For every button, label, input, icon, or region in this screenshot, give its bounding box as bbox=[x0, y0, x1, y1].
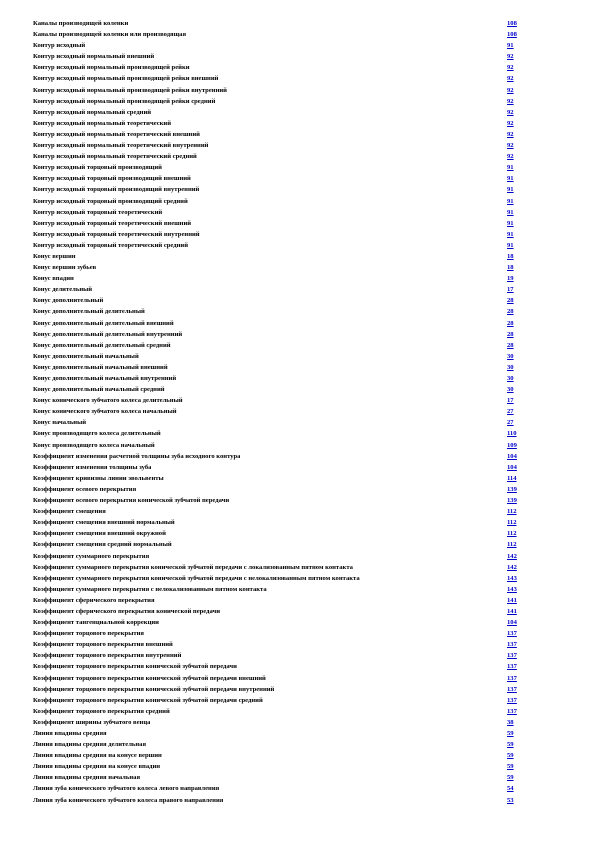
page-link[interactable]: 28 bbox=[507, 297, 514, 305]
page-link[interactable]: 30 bbox=[507, 375, 514, 382]
index-entry bbox=[33, 373, 529, 384]
page-link[interactable]: 112 bbox=[507, 530, 517, 538]
index-entry bbox=[33, 85, 529, 96]
index-entry bbox=[33, 318, 529, 329]
index-term: Коэффициент сферического перекрытия конической передачи bbox=[33, 607, 221, 615]
page-link[interactable]: 104 bbox=[507, 452, 517, 460]
index-entry bbox=[33, 661, 529, 672]
page-link[interactable]: 59 bbox=[507, 730, 514, 737]
index-entry bbox=[33, 73, 529, 84]
index-entry bbox=[33, 196, 529, 207]
index-term: Контур исходный торцовый теоретический bbox=[33, 208, 163, 216]
page-link[interactable]: 18 bbox=[507, 264, 514, 272]
index-term: Коэффициент торцового перекрытия конической зубчатой передачи внутренний bbox=[33, 685, 275, 693]
index-term: Контур исходный торцовый теоретический внутренний bbox=[33, 230, 200, 238]
page-link[interactable]: 142 bbox=[507, 563, 517, 571]
index-term: Коэффициент торцового перекрытия конической зубчатой передачи средний bbox=[33, 696, 263, 704]
index-entry bbox=[33, 761, 529, 772]
index-entry bbox=[33, 362, 529, 373]
index-term: Коэффициент кривизны линии эвольвенты bbox=[33, 474, 164, 482]
index-term: Коэффициент тангенциальной коррекции bbox=[33, 619, 159, 627]
index-entry bbox=[33, 207, 529, 218]
page-link[interactable]: 91 bbox=[507, 230, 514, 238]
index-term: Каналы производящей коленки или производящая bbox=[33, 31, 187, 39]
index-entry bbox=[33, 484, 529, 495]
page-link[interactable]: 104 bbox=[507, 463, 517, 471]
page-link[interactable]: 91 bbox=[507, 164, 514, 172]
index-entry bbox=[33, 107, 529, 118]
page-link[interactable]: 91 bbox=[507, 175, 514, 183]
index-term: Коэффициент осевого перекрытия bbox=[33, 485, 137, 493]
index-entry bbox=[33, 584, 529, 595]
index-term: Коэффициент торцового перекрытия конической зубчатой передачи внешний bbox=[33, 674, 266, 682]
index-entry bbox=[33, 739, 529, 750]
page-link[interactable]: 141 bbox=[507, 596, 517, 604]
index-term: Линия впадины средняя делительная bbox=[33, 741, 147, 749]
index-entry bbox=[33, 595, 529, 606]
page-link[interactable]: 59 bbox=[507, 774, 514, 782]
index-term: Контур исходный торцовый производящий внешний bbox=[33, 175, 191, 183]
page-link[interactable]: 112 bbox=[507, 519, 517, 527]
page-link[interactable]: 143 bbox=[507, 574, 517, 582]
index-entry bbox=[33, 717, 529, 728]
index-term: Конус конического зубчатого колеса начальный bbox=[33, 408, 177, 416]
page-link[interactable]: 108 bbox=[507, 20, 517, 27]
index-term: Коэффициент смещения bbox=[33, 508, 106, 516]
page-link[interactable]: 17 bbox=[507, 286, 514, 294]
index-term: Контур исходный торцовый производящий bbox=[33, 164, 162, 172]
index-entry bbox=[33, 295, 529, 306]
index-term: Коэффициент изменения расчетной толщины зуба исходного контура bbox=[33, 452, 241, 460]
index-term: Линия зуба конического зубчатого колеса правого направления bbox=[33, 796, 224, 804]
index-entry bbox=[33, 395, 529, 406]
page-link[interactable]: 92 bbox=[507, 86, 514, 94]
page-link[interactable]: 104 bbox=[507, 619, 517, 627]
index-term: Контур исходный нормальный производящей рейки внешний bbox=[33, 75, 219, 83]
index-entry bbox=[33, 262, 529, 273]
index-entry bbox=[33, 29, 529, 40]
index-entry bbox=[33, 628, 529, 639]
page-link[interactable]: 91 bbox=[507, 42, 514, 50]
index-entry bbox=[33, 406, 529, 417]
index-entry bbox=[33, 428, 529, 439]
page-link[interactable]: 91 bbox=[507, 241, 514, 249]
index-term: Коэффициент суммарного перекрытия конической зубчатой передачи с нелокализованным пятном контакта bbox=[33, 574, 360, 582]
page-link[interactable]: 137 bbox=[507, 630, 517, 638]
index-term: Коэффициент суммарного перекрытия bbox=[33, 552, 150, 560]
index-term: Контур исходный нормальный производящей рейки внутренний bbox=[33, 86, 227, 94]
index-term: Контур исходный нормальный теоретический внешний bbox=[33, 130, 200, 138]
index-entry bbox=[33, 440, 529, 451]
page-link[interactable]: 18 bbox=[507, 252, 514, 260]
index-entry bbox=[33, 273, 529, 284]
index-term: Коэффициент осевого перекрытия конической зубчатой передачи bbox=[33, 497, 230, 505]
index-entry bbox=[33, 639, 529, 650]
page-link[interactable]: 28 bbox=[507, 319, 514, 327]
index-term: Конус дополнительный делительный средний bbox=[33, 341, 171, 349]
index-entry bbox=[33, 473, 529, 484]
index-entry bbox=[33, 539, 529, 550]
index-entry bbox=[33, 551, 529, 562]
page-link[interactable]: 137 bbox=[507, 685, 517, 693]
page-link[interactable]: 59 bbox=[507, 752, 514, 760]
page-link[interactable]: 114 bbox=[507, 474, 517, 482]
index-entry bbox=[33, 706, 529, 717]
index-term: Контур исходный нормальный теоретический внутренний bbox=[33, 142, 209, 150]
page-link[interactable]: 30 bbox=[507, 352, 514, 360]
page-link[interactable]: 38 bbox=[507, 718, 514, 726]
index-term: Контур исходный торцовый теоретический средний bbox=[33, 241, 188, 249]
index-entry bbox=[33, 162, 529, 173]
index-entry bbox=[33, 351, 529, 362]
page-link[interactable]: 143 bbox=[507, 585, 517, 593]
index-term: Конус дополнительный делительный внутренний bbox=[33, 330, 183, 338]
term-index-list bbox=[33, 18, 529, 806]
index-term: Конус производящего колеса делительный bbox=[33, 430, 161, 438]
index-term: Коэффициент торцового перекрытия bbox=[33, 630, 144, 638]
index-term: Конус дополнительный делительный внешний bbox=[33, 319, 174, 327]
index-entry bbox=[33, 772, 529, 783]
index-entry bbox=[33, 795, 529, 806]
page-link[interactable]: 27 bbox=[507, 408, 514, 416]
page-link[interactable]: 137 bbox=[507, 707, 517, 715]
index-entry bbox=[33, 306, 529, 317]
index-term: Конус впадин bbox=[33, 275, 74, 283]
page-link[interactable]: 59 bbox=[507, 741, 514, 749]
page-link[interactable]: 92 bbox=[507, 75, 514, 83]
index-term: Конус вершин зубьев bbox=[33, 264, 97, 272]
index-term: Линия впадины средняя на конусе впадин bbox=[33, 763, 161, 771]
index-entry bbox=[33, 62, 529, 73]
index-term: Коэффициент торцового перекрытия средний bbox=[33, 707, 170, 715]
page-link[interactable]: 137 bbox=[507, 652, 517, 660]
page-link[interactable]: 137 bbox=[507, 641, 517, 649]
index-term: Конус дополнительный начальный внутренний bbox=[33, 375, 177, 382]
index-entry bbox=[33, 251, 529, 262]
index-term: Конус производящего колеса начальный bbox=[33, 441, 155, 449]
page-link[interactable]: 110 bbox=[507, 430, 517, 438]
page-link[interactable]: 92 bbox=[507, 64, 514, 72]
page-link[interactable]: 139 bbox=[507, 497, 517, 505]
index-entry bbox=[33, 783, 529, 794]
index-term: Коэффициент торцового перекрытия конической зубчатой передачи bbox=[33, 663, 237, 671]
page-link[interactable]: 137 bbox=[507, 674, 517, 682]
page-link[interactable]: 53 bbox=[507, 796, 514, 804]
page-link[interactable]: 108 bbox=[507, 31, 517, 39]
index-term: Каналы производящей коленки bbox=[33, 20, 129, 27]
page-link[interactable]: 91 bbox=[507, 208, 514, 216]
index-entry bbox=[33, 129, 529, 140]
index-entry bbox=[33, 40, 529, 51]
index-term: Линия впадины средняя bbox=[33, 730, 107, 737]
page-link[interactable]: 109 bbox=[507, 441, 517, 449]
page-link[interactable]: 30 bbox=[507, 363, 514, 371]
index-entry bbox=[33, 173, 529, 184]
index-term: Контур исходный торцовый теоретический внешний bbox=[33, 219, 192, 227]
page-link[interactable]: 112 bbox=[507, 541, 517, 549]
index-term: Конус дополнительный bbox=[33, 297, 104, 305]
index-entry bbox=[33, 229, 529, 240]
index-entry bbox=[33, 517, 529, 528]
index-term: Контур исходный нормальный средний bbox=[33, 108, 152, 116]
index-term: Линия впадины средняя на конусе вершин bbox=[33, 752, 162, 760]
index-entry bbox=[33, 140, 529, 151]
index-term: Конус дополнительный делительный bbox=[33, 308, 145, 316]
index-term: Контур исходный bbox=[33, 42, 86, 50]
page-link[interactable]: 92 bbox=[507, 108, 514, 116]
index-term: Контур исходный нормальный теоретический средний bbox=[33, 153, 197, 161]
index-entry bbox=[33, 51, 529, 62]
index-term: Коэффициент смещения средний нормальный bbox=[33, 541, 172, 549]
index-entry bbox=[33, 96, 529, 107]
index-term: Конус конического зубчатого колеса делительный bbox=[33, 397, 183, 405]
page-link[interactable]: 141 bbox=[507, 607, 517, 615]
index-entry bbox=[33, 462, 529, 473]
index-term: Конус дополнительный начальный внешний bbox=[33, 363, 168, 371]
page-link[interactable]: 92 bbox=[507, 53, 514, 61]
index-entry bbox=[33, 684, 529, 695]
index-term: Конус вершин bbox=[33, 252, 76, 260]
page-link[interactable]: 142 bbox=[507, 552, 517, 560]
page-link[interactable]: 59 bbox=[507, 763, 514, 771]
index-term: Конус делительный bbox=[33, 286, 93, 294]
index-term: Линия впадины средняя начальная bbox=[33, 774, 141, 782]
page-link[interactable]: 112 bbox=[507, 508, 517, 516]
page-link[interactable]: 28 bbox=[507, 341, 514, 349]
page-link[interactable]: 91 bbox=[507, 197, 514, 205]
index-entry bbox=[33, 728, 529, 739]
index-entry bbox=[33, 695, 529, 706]
index-entry bbox=[33, 118, 529, 129]
index-entry bbox=[33, 673, 529, 684]
page-link[interactable]: 139 bbox=[507, 485, 517, 493]
page-link[interactable]: 27 bbox=[507, 419, 514, 427]
index-term: Контур исходный нормальный производящей рейки средний bbox=[33, 97, 216, 105]
index-entry bbox=[33, 218, 529, 229]
page-link[interactable]: 91 bbox=[507, 219, 514, 227]
index-entry bbox=[33, 329, 529, 340]
index-term: Коэффициент торцового перекрытия внутренний bbox=[33, 652, 182, 660]
page-link[interactable]: 92 bbox=[507, 97, 514, 105]
index-term: Коэффициент сферического перекрытия bbox=[33, 596, 155, 604]
index-entry bbox=[33, 573, 529, 584]
index-entry bbox=[33, 184, 529, 195]
index-entry bbox=[33, 562, 529, 573]
index-entry bbox=[33, 750, 529, 761]
index-entry bbox=[33, 151, 529, 162]
index-term: Контур исходный нормальный внешний bbox=[33, 53, 155, 61]
index-entry bbox=[33, 495, 529, 506]
index-entry bbox=[33, 650, 529, 661]
index-term: Конус дополнительный начальный средний bbox=[33, 386, 165, 394]
page-link[interactable]: 17 bbox=[507, 397, 514, 405]
index-term: Коэффициент ширины зубчатого венца bbox=[33, 718, 151, 726]
index-entry bbox=[33, 284, 529, 295]
page-link[interactable]: 137 bbox=[507, 696, 517, 704]
index-term: Коэффициент смещения внешний окружной bbox=[33, 530, 166, 538]
page-link[interactable]: 30 bbox=[507, 386, 514, 394]
index-entry bbox=[33, 606, 529, 617]
index-entry bbox=[33, 240, 529, 251]
index-term: Коэффициент смещения внешний нормальный bbox=[33, 519, 175, 527]
index-term: Контур исходный торцовый производящий средний bbox=[33, 197, 188, 205]
index-entry bbox=[33, 340, 529, 351]
page-link[interactable]: 92 bbox=[507, 119, 514, 127]
index-entry bbox=[33, 417, 529, 428]
page-link[interactable]: 28 bbox=[507, 330, 514, 338]
page-link[interactable]: 92 bbox=[507, 142, 514, 150]
index-entry bbox=[33, 617, 529, 628]
index-term: Контур исходный нормальный производящей рейки bbox=[33, 64, 190, 72]
page-link[interactable]: 54 bbox=[507, 785, 514, 793]
index-entry bbox=[33, 506, 529, 517]
page-link[interactable]: 91 bbox=[507, 186, 514, 194]
index-term: Коэффициент суммарного перекрытия конической зубчатой передачи с локализованным пятном контакта bbox=[33, 563, 353, 571]
index-term: Контур исходный торцовый производящий внутренний bbox=[33, 186, 200, 194]
index-term: Конус начальный bbox=[33, 419, 87, 427]
index-entry bbox=[33, 18, 529, 29]
index-entry bbox=[33, 528, 529, 539]
index-entry bbox=[33, 384, 529, 395]
index-term: Контур исходный нормальный теоретический bbox=[33, 119, 172, 127]
index-term: Конус дополнительный начальный bbox=[33, 352, 139, 360]
page-link[interactable]: 28 bbox=[507, 308, 514, 316]
page-link[interactable]: 19 bbox=[507, 275, 514, 283]
index-term: Коэффициент суммарного перекрытия с нелокализованным пятном контакта bbox=[33, 585, 267, 593]
index-entry bbox=[33, 451, 529, 462]
page-link[interactable]: 92 bbox=[507, 130, 514, 138]
index-term: Линия зуба конического зубчатого колеса левого направления bbox=[33, 785, 220, 793]
page-link[interactable]: 137 bbox=[507, 663, 517, 671]
page-link[interactable]: 92 bbox=[507, 153, 514, 161]
index-term: Коэффициент изменения толщины зуба bbox=[33, 463, 152, 471]
index-term: Коэффициент торцового перекрытия внешний bbox=[33, 641, 173, 649]
